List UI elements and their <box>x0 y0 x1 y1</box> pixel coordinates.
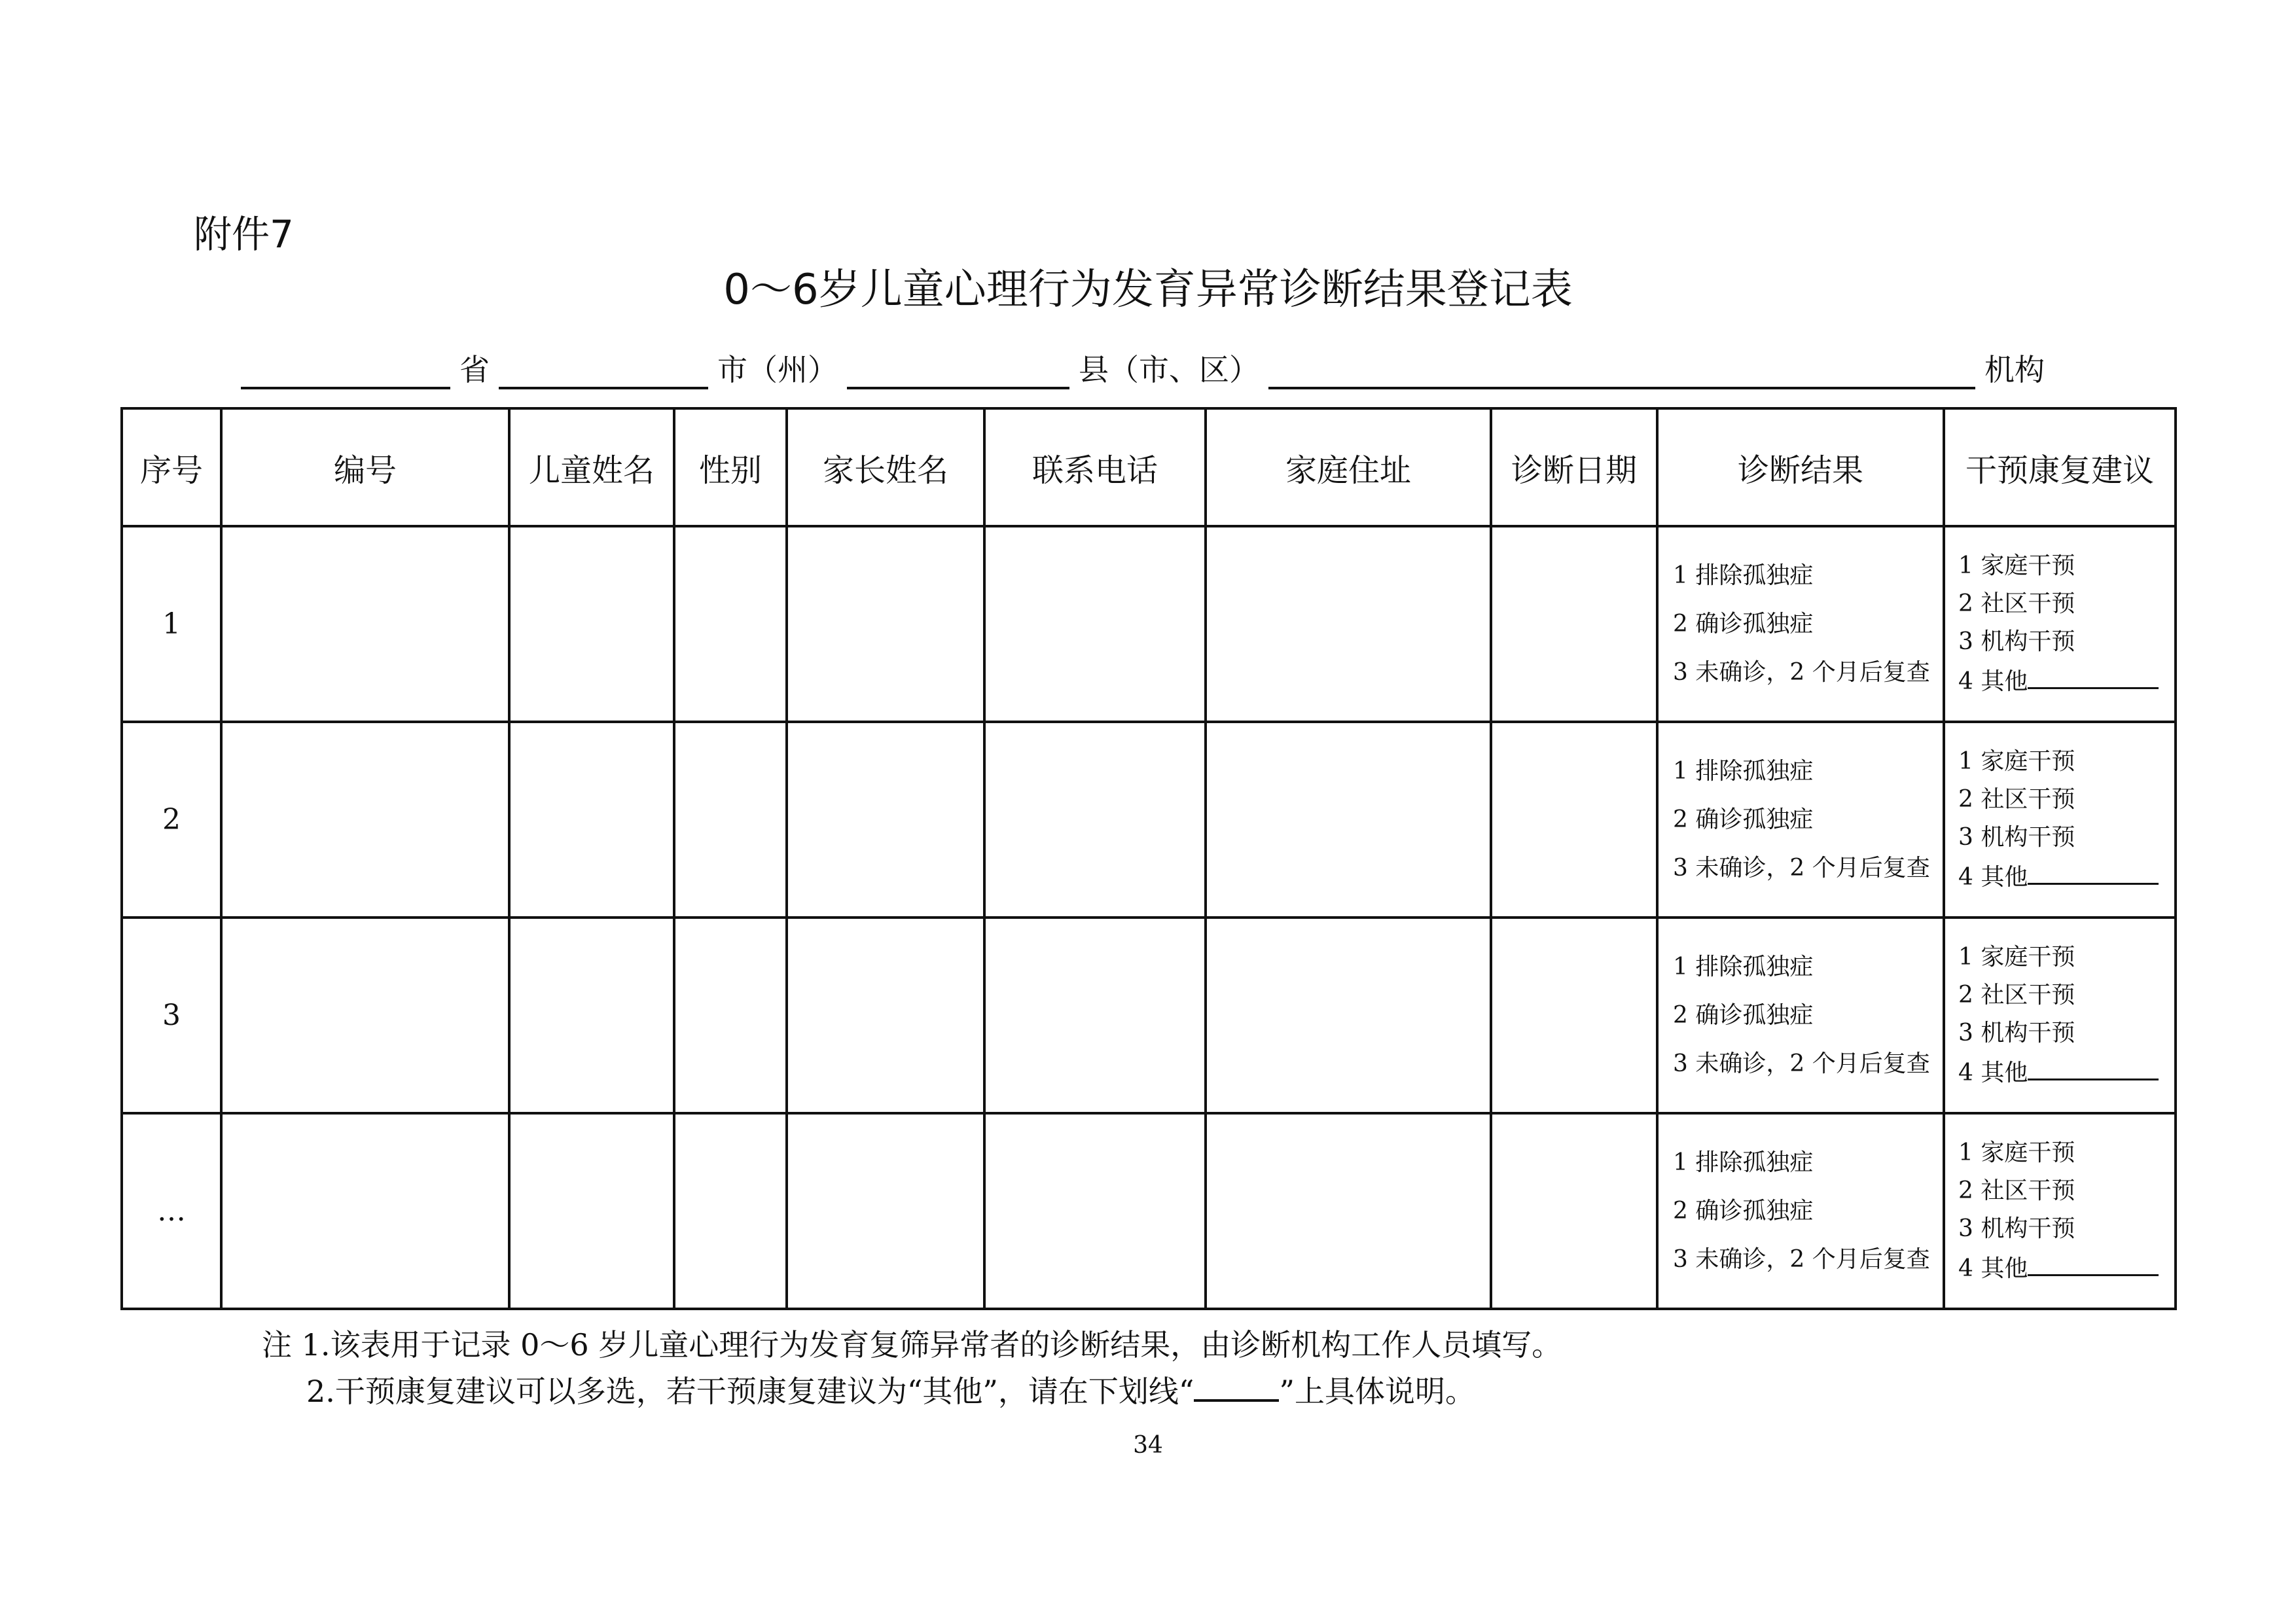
table-row <box>122 526 2176 722</box>
parent-name-cell[interactable] <box>787 722 984 918</box>
option-community-intervention[interactable]: 2 社区干预 <box>1958 1177 2075 1204</box>
option-recheck[interactable]: 3 未确诊，2 个月后复查 <box>1673 658 1930 686</box>
city-blank[interactable] <box>499 348 708 389</box>
address-cell[interactable] <box>1206 1113 1491 1309</box>
option-other[interactable]: 4 其他 <box>1958 668 2028 695</box>
gender-cell[interactable] <box>674 1113 787 1309</box>
gender-cell[interactable] <box>674 722 787 918</box>
diagnosis-result-cell[interactable] <box>1657 918 1944 1113</box>
other-blank[interactable] <box>2028 661 2159 689</box>
option-exclude-autism[interactable]: 1 排除孤独症 <box>1673 953 1814 980</box>
phone-cell[interactable] <box>984 918 1206 1113</box>
note-1: 注 1.该表用于记录 0～6 岁儿童心理行为发育复筛异常者的诊断结果，由诊断机构工作人员填写。 <box>262 1327 1562 1363</box>
diagnosis-result-cell[interactable] <box>1657 1113 1944 1309</box>
id-cell[interactable] <box>221 526 509 722</box>
option-confirm-autism[interactable]: 2 确诊孤独症 <box>1673 610 1814 637</box>
option-other[interactable]: 4 其他 <box>1958 1060 2028 1086</box>
option-community-intervention[interactable]: 2 社区干预 <box>1958 590 2075 617</box>
institution-blank[interactable] <box>1268 348 1975 389</box>
option-institution-intervention[interactable]: 3 机构干预 <box>1958 824 2075 851</box>
notes <box>262 1322 2029 1414</box>
province-blank[interactable] <box>241 348 450 389</box>
header-diagnosis-result: 诊断结果 <box>1657 408 1944 526</box>
option-institution-intervention[interactable]: 3 机构干预 <box>1958 628 2075 655</box>
id-cell[interactable] <box>221 1113 509 1309</box>
registration-table <box>120 407 2177 1310</box>
header-child-name: 儿童姓名 <box>509 408 674 526</box>
child-name-cell[interactable] <box>509 526 674 722</box>
option-exclude-autism[interactable]: 1 排除孤独症 <box>1673 562 1814 589</box>
other-blank[interactable] <box>2028 857 2159 885</box>
option-community-intervention[interactable]: 2 社区干预 <box>1958 786 2075 813</box>
option-community-intervention[interactable]: 2 社区干预 <box>1958 982 2075 1008</box>
parent-name-cell[interactable] <box>787 1113 984 1309</box>
intervention-advice-cell[interactable] <box>1944 526 2176 722</box>
table-row <box>122 1113 2176 1309</box>
row-seq: 3 <box>122 918 221 1113</box>
option-confirm-autism[interactable]: 2 确诊孤独症 <box>1673 1197 1814 1224</box>
county-label: 县（市、区） <box>1079 352 1259 387</box>
table-row <box>122 918 2176 1113</box>
row-seq: … <box>122 1113 221 1309</box>
header-diagnosis-date: 诊断日期 <box>1491 408 1657 526</box>
header-phone: 联系电话 <box>984 408 1206 526</box>
option-recheck[interactable]: 3 未确诊，2 个月后复查 <box>1673 854 1930 882</box>
diagnosis-date-cell[interactable] <box>1491 526 1657 722</box>
option-family-intervention[interactable]: 1 家庭干预 <box>1958 944 2075 971</box>
intervention-advice-cell[interactable] <box>1944 918 2176 1113</box>
option-institution-intervention[interactable]: 3 机构干预 <box>1958 1020 2075 1046</box>
diagnosis-date-cell[interactable] <box>1491 918 1657 1113</box>
option-recheck[interactable]: 3 未确诊，2 个月后复查 <box>1673 1245 1930 1273</box>
note-underline <box>1194 1368 1279 1402</box>
other-blank[interactable] <box>2028 1248 2159 1276</box>
address-cell[interactable] <box>1206 526 1491 722</box>
diagnosis-date-cell[interactable] <box>1491 1113 1657 1309</box>
province-label: 省 <box>459 352 490 387</box>
option-confirm-autism[interactable]: 2 确诊孤独症 <box>1673 806 1814 833</box>
option-confirm-autism[interactable]: 2 确诊孤独症 <box>1673 1001 1814 1029</box>
parent-name-cell[interactable] <box>787 918 984 1113</box>
intervention-advice-cell[interactable] <box>1944 722 2176 918</box>
child-name-cell[interactable] <box>509 918 674 1113</box>
option-exclude-autism[interactable]: 1 排除孤独症 <box>1673 1149 1814 1176</box>
form-title: 0～6岁儿童心理行为发育异常诊断结果登记表 <box>723 266 1573 314</box>
gender-cell[interactable] <box>674 526 787 722</box>
header-parent-name: 家长姓名 <box>787 408 984 526</box>
note-2-text-after: ”上具体说明。 <box>1279 1374 1475 1409</box>
parent-name-cell[interactable] <box>787 526 984 722</box>
child-name-cell[interactable] <box>509 722 674 918</box>
header-address: 家庭住址 <box>1206 408 1491 526</box>
child-name-cell[interactable] <box>509 1113 674 1309</box>
option-other[interactable]: 4 其他 <box>1958 864 2028 891</box>
option-other[interactable]: 4 其他 <box>1958 1255 2028 1282</box>
diagnosis-date-cell[interactable] <box>1491 722 1657 918</box>
note-2-text-before: 2.干预康复建议可以多选，若干预康复建议为“其他”，请在下划线“ <box>306 1374 1194 1409</box>
option-institution-intervention[interactable]: 3 机构干预 <box>1958 1215 2075 1242</box>
intervention-advice-cell[interactable] <box>1944 1113 2176 1309</box>
id-cell[interactable] <box>221 722 509 918</box>
header-row <box>122 408 2176 526</box>
annex-label: 附件7 <box>194 212 294 257</box>
option-family-intervention[interactable]: 1 家庭干预 <box>1958 1139 2075 1166</box>
option-recheck[interactable]: 3 未确诊，2 个月后复查 <box>1673 1050 1930 1077</box>
phone-cell[interactable] <box>984 526 1206 722</box>
gender-cell[interactable] <box>674 918 787 1113</box>
note-2 <box>262 1368 2029 1414</box>
region-line <box>241 337 2172 389</box>
page-number: 34 <box>1133 1432 1163 1459</box>
header-seq: 序号 <box>122 408 221 526</box>
institution-label: 机构 <box>1984 352 2045 387</box>
row-seq: 1 <box>122 526 221 722</box>
county-blank[interactable] <box>847 348 1069 389</box>
table-row <box>122 722 2176 918</box>
id-cell[interactable] <box>221 918 509 1113</box>
row-seq: 2 <box>122 722 221 918</box>
city-label: 市（州） <box>717 352 838 387</box>
option-family-intervention[interactable]: 1 家庭干预 <box>1958 748 2075 775</box>
option-family-intervention[interactable]: 1 家庭干预 <box>1958 552 2075 579</box>
option-exclude-autism[interactable]: 1 排除孤独症 <box>1673 757 1814 785</box>
header-id: 编号 <box>221 408 509 526</box>
diagnosis-result-cell[interactable] <box>1657 526 1944 722</box>
other-blank[interactable] <box>2028 1052 2159 1080</box>
address-cell[interactable] <box>1206 918 1491 1113</box>
phone-cell[interactable] <box>984 1113 1206 1309</box>
phone-cell[interactable] <box>984 722 1206 918</box>
diagnosis-result-cell[interactable] <box>1657 722 1944 918</box>
header-intervention-advice: 干预康复建议 <box>1944 408 2176 526</box>
address-cell[interactable] <box>1206 722 1491 918</box>
header-gender: 性别 <box>674 408 787 526</box>
